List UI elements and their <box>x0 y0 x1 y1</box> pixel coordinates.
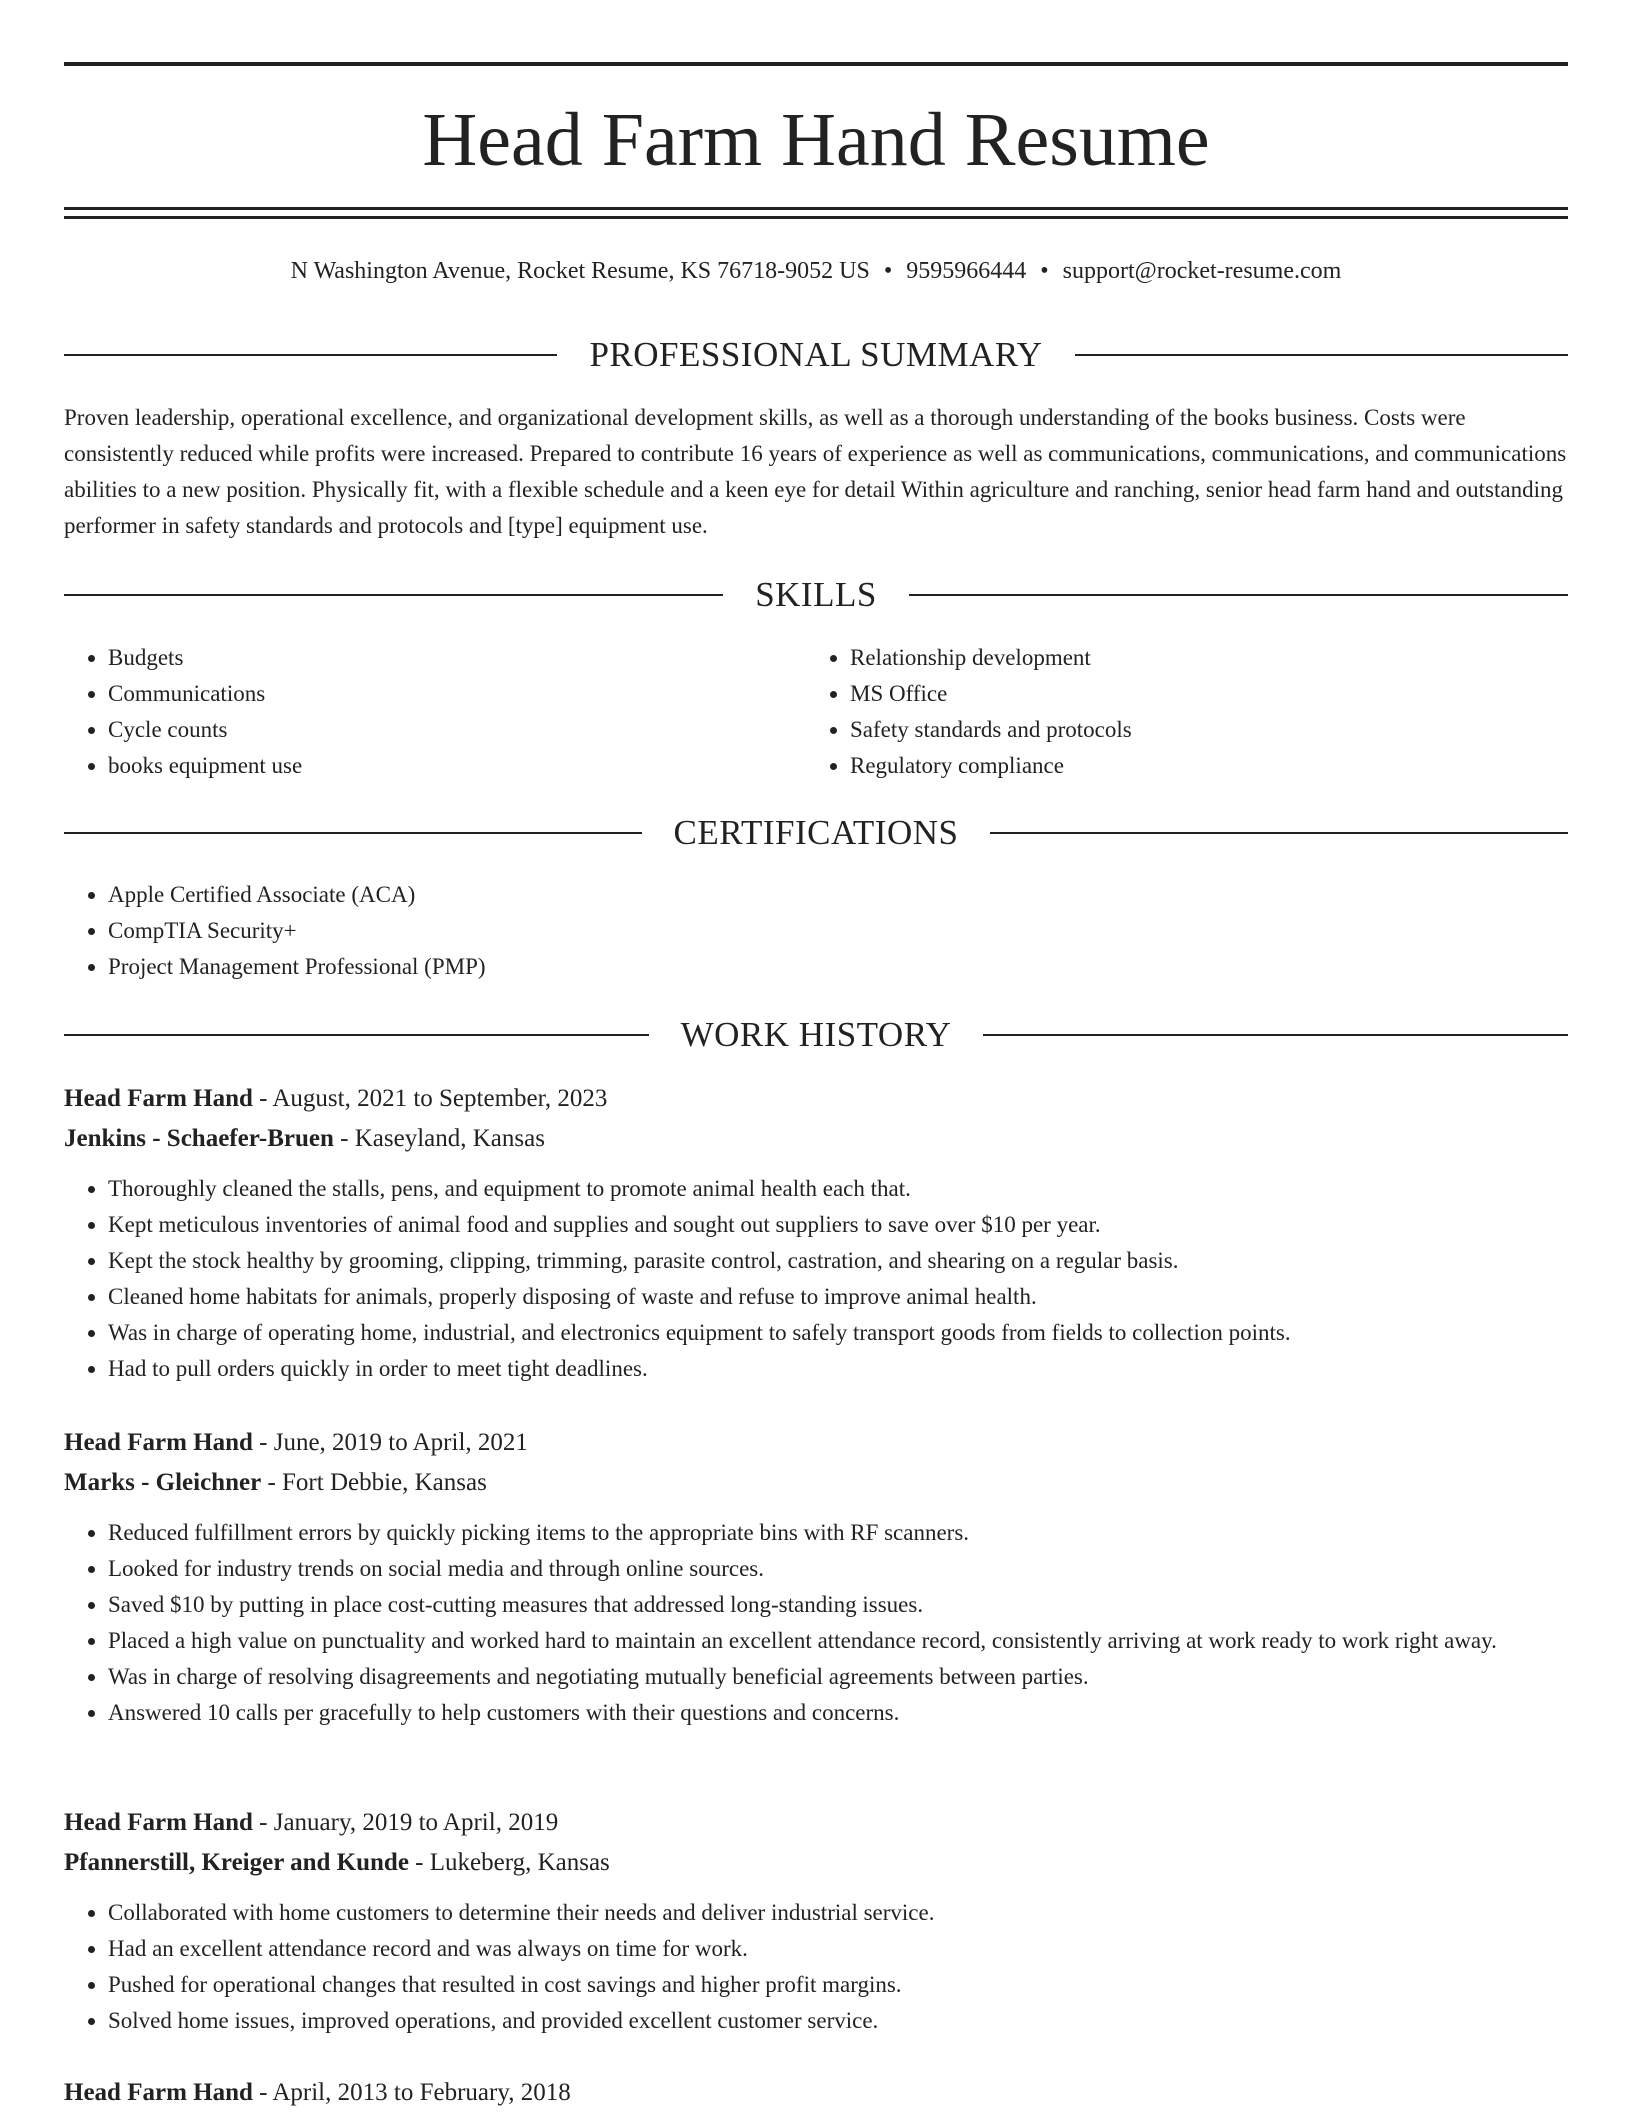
skill-item: • MS Office <box>850 676 1548 712</box>
skill-item: • books equipment use <box>108 748 806 784</box>
job-bullet: • Had an excellent attendance record and was always on time for work. <box>108 1931 1568 1967</box>
contact-separator: • <box>1040 258 1049 284</box>
job-location: - Kaseyland, Kansas <box>333 1125 545 1152</box>
job-dates: - January, 2019 to April, 2019 <box>252 1809 559 1836</box>
heading-rule <box>64 832 642 834</box>
certification-item: • Project Management Professional (PMP) <box>108 949 1568 985</box>
job-title: Head Farm Hand <box>64 1809 253 1836</box>
contact-phone: 9595966444 <box>906 258 1027 284</box>
skill-item: • Regulatory compliance <box>850 748 1548 784</box>
job-bullet: • Thoroughly cleaned the stalls, pens, and equipment to promote animal health each that. <box>108 1171 1568 1207</box>
job-dates: - August, 2021 to September, 2023 <box>252 1085 608 1112</box>
job-bullet: • Pushed for operational changes that resulted in cost savings and higher profit margins. <box>108 1967 1568 2003</box>
top-rule <box>64 62 1568 66</box>
certification-item: • CompTIA Security+ <box>108 913 1568 949</box>
job-employer: Jenkins - Schaefer-Bruen <box>64 1125 334 1152</box>
job-entry <box>64 1423 1568 1731</box>
section-title: SKILLS <box>755 575 877 614</box>
title-double-rule <box>64 207 1568 219</box>
job-bullet: • Had to pull orders quickly in order to meet tight deadlines. <box>108 1351 1568 1387</box>
summary-paragraph: Proven leadership, operational excellence, and organizational development skills, as well as a thorough understanding of the books business. Costs were consistently reduced while profits were increased. Prepared to contribute 16 years of experience as well as communications, communications, and communications abilities to a new position. Physically fit, with a flexible schedule and a keen eye for detail Within agriculture and ranching, senior head farm hand and outstanding performer in safety standards and protocols and [type] equipment use. <box>64 405 1567 538</box>
section-heading-certifications <box>64 808 1568 858</box>
certification-item: • Apple Certified Associate (ACA) <box>108 877 1568 913</box>
section-title: CERTIFICATIONS <box>673 813 959 852</box>
job-title-line <box>64 2073 1568 2113</box>
skill-item: • Communications <box>108 676 806 712</box>
job-bullet: • Kept the stock healthy by grooming, clipping, trimming, parasite control, castration, and shearing on a regular basis. <box>108 1243 1568 1279</box>
heading-rule <box>64 1034 649 1036</box>
contact-line <box>64 254 1568 288</box>
job-dates: - June, 2019 to April, 2021 <box>252 1429 528 1456</box>
skill-item: • Safety standards and protocols <box>850 712 1548 748</box>
heading-rule <box>983 1034 1568 1036</box>
heading-rule <box>990 832 1568 834</box>
job-location: - Fort Debbie, Kansas <box>261 1469 487 1496</box>
section-heading-work-history <box>64 1010 1568 1060</box>
job-location: - Lukeberg, Kansas <box>408 1849 610 1876</box>
heading-rule <box>1075 354 1568 356</box>
job-title-line <box>64 1423 1568 1463</box>
job-bullet: • Answered 10 calls per gracefully to help customers with their questions and concerns. <box>108 1695 1568 1731</box>
section-title: WORK HISTORY <box>680 1015 952 1054</box>
job-bullet: • Solved home issues, improved operations, and provided excellent customer service. <box>108 2003 1568 2039</box>
job-title: Head Farm Hand <box>64 2079 253 2106</box>
job-bullet: • Was in charge of resolving disagreements and negotiating mutually beneficial agreements between parties. <box>108 1659 1568 1695</box>
job-bullets <box>64 1515 1568 1731</box>
job-dates: - April, 2013 to February, 2018 <box>252 2079 571 2106</box>
job-employer-line <box>64 1119 1568 1159</box>
skill-item: • Cycle counts <box>108 712 806 748</box>
job-employer-line <box>64 1843 1568 1883</box>
job-bullet: • Reduced fulfillment errors by quickly picking items to the appropriate bins with RF scanners. <box>108 1515 1568 1551</box>
job-title-line <box>64 1079 1568 1119</box>
section-heading-summary <box>64 330 1568 380</box>
certifications-list <box>64 877 1568 985</box>
job-bullet: • Saved $10 by putting in place cost-cutting measures that addressed long-standing issues. <box>108 1587 1568 1623</box>
job-employer-line <box>64 1463 1568 1503</box>
job-bullet: • Was in charge of operating home, industrial, and electronics equipment to safely transport goods from fields to collection points. <box>108 1315 1568 1351</box>
job-entry <box>64 1803 1568 2039</box>
job-title: Head Farm Hand <box>64 1429 253 1456</box>
job-bullet: • Placed a high value on punctuality and worked hard to maintain an excellent attendance record, consistently arriving at work ready to work right away. <box>108 1623 1568 1659</box>
job-employer: Marks - Gleichner <box>64 1469 262 1496</box>
job-bullets <box>64 1171 1568 1387</box>
job-employer: Pfannerstill, Kreiger and Kunde <box>64 1849 409 1876</box>
contact-address: N Washington Avenue, Rocket Resume, KS 76718-9052 US <box>290 258 870 284</box>
skill-item: • Budgets <box>108 640 806 676</box>
heading-rule <box>64 594 723 596</box>
job-bullet: • Looked for industry trends on social media and through online sources. <box>108 1551 1568 1587</box>
job-entry <box>64 1079 1568 1387</box>
job-entry <box>64 2073 1568 2113</box>
section-title: PROFESSIONAL SUMMARY <box>589 335 1043 374</box>
section-heading-skills <box>64 570 1568 620</box>
job-bullet: • Cleaned home habitats for animals, properly disposing of waste and refuse to improve animal health. <box>108 1279 1568 1315</box>
job-bullets <box>64 1895 1568 2039</box>
contact-separator: • <box>883 258 893 284</box>
heading-rule <box>909 594 1568 596</box>
job-title-line <box>64 1803 1568 1843</box>
skills-column-right <box>806 640 1548 784</box>
contact-email: support@rocket-resume.com <box>1062 258 1342 284</box>
skills-column-left <box>64 640 806 784</box>
skill-item: • Relationship development <box>850 640 1548 676</box>
job-bullet: • Collaborated with home customers to determine their needs and deliver industrial service. <box>108 1895 1568 1931</box>
job-bullet: • Kept meticulous inventories of animal food and supplies and sought out suppliers to save over $10 per year. <box>108 1207 1568 1243</box>
resume-title: Head Farm Hand Resume <box>422 98 1210 182</box>
job-title: Head Farm Hand <box>64 1085 253 1112</box>
skills-list <box>64 640 1568 784</box>
heading-rule <box>64 354 557 356</box>
